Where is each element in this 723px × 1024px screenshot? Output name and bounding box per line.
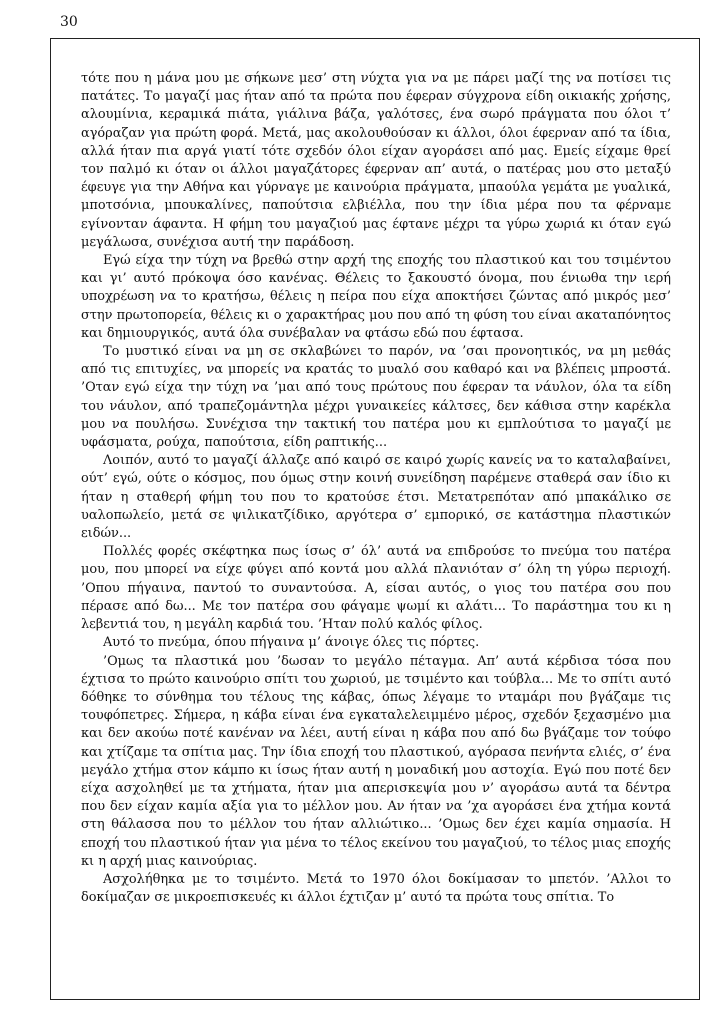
paragraph-6: Αυτό το πνεύμα, όπου πήγαινα μ’ άνοιγε όλες τις πόρτες. xyxy=(103,635,480,651)
paragraph-3: Το μυστικό είναι να μη σε σκλαβώνει το παρόν, να ’σαι προνοητικός, να μη μεθάς από τις επιτυχίες, να μπορείς να κρατάς το μυαλό σου καθαρό και να βλέπεις μπροστά. ’Οταν εγώ είχα την τύχη να ’μαι από τους πρώτους που έφεραν τα νάυλον, όλα τα είδη του νάυλον, από τραπεζομάντηλα μέχρι γυναικείες κάλτσες, δεν κάθισα στην καρέκλα μου να πουλήσω. Συνέχισα την τακτική του πατέρα μου κι εμπλούτισα το μαγαζί με υφάσματα, ρούχα, παπούτσια, είδη ραπτικής... xyxy=(81,344,671,451)
page-number: 30 xyxy=(60,14,78,30)
paragraph-4: Λοιπόν, αυτό το μαγαζί άλλαζε από καιρό σε καιρό χωρίς κανείς να το καταλαβαίνει, ούτ’ εγώ, ούτε ο κόσμος, που όμως στην κοινή συνείδηση παρέμενε σταθερά σαν ίδιο κι ήταν η σταθερή φήμη του που το κρατούσε έτσι. Μετατρεπόταν από μπακάλικο σε υαλοπωλείο, μετά σε ψιλικατζίδικο, αργότερα σ’ εμπορικό, σε κατάστημα πλαστικών ειδών... xyxy=(81,453,671,542)
paragraph-8: Ασχολήθηκα με το τσιμέντο. Μετά το 1970 όλοι δοκίμασαν το μπετόν. ’Αλλοι το δοκίμαζαν σε μικροεπισκευές κι άλλοι έχτιζαν μ’ αυτό τα πρώτα τους σπίτια. Το xyxy=(81,871,671,906)
paragraph-7: ’Ομως τα πλαστικά μου ’δωσαν το μεγάλο πέταγμα. Απ’ αυτά κέρδισα τόσα που έχτισα το πρώτο καινούριο σπίτι του χωριού, με τσιμέντο και τούβλα... Με το σπίτι αυτό δόθηκε το σύνθημα του τέλους της κάβας, όπως λέγαμε το νταμάρι που βγάζαμε τις τουφόπετρες. Σήμερα, η κάβα είναι ένα εγκαταλελειμμένο μέρος, σχεδόν ξεχασμένο μια και δεν ακούω ποτέ κανέναν να λέει, αυτή είναι η κάβα που από δω βγάζαμε τον τούφο και χτίζαμε τα σπίτια μας. Την ίδια εποχή του πλαστικού, αγόρασα πενήντα ελιές, σ’ ένα μεγάλο χτήμα στον κάμπο κι ίσως ήταν αυτή η μοναδική μου αστοχία. Εγώ που ποτέ δεν είχα ασχοληθεί με τα χτήματα, ήταν μια απερισκεψία μου ν’ αγοράσω αυτά τα δέντρα που δεν είχαν καμία αξία για το μέλλον μου. Αν ήταν να ’χα αγοράσει ένα χτήμα κοντά στη θάλασσα που το μέλλον του ήταν αλλιώτικο... ’Ομως δεν έχει καμία σημασία. Η εποχή του πλαστικού ήταν για μένα το τέλος εκείνου του μαγαζιού, το τέλος μιας εποχής κι η αρχή μιας καινούριας. xyxy=(81,653,671,869)
paragraph-2: Εγώ είχα την τύχη να βρεθώ στην αρχή της εποχής του πλαστικού και του τσιμέντου και γι’ αυτό πρόκοψα όσο κανένας. Θέλεις το ξακουστό όνομα, που ένιωθα την ιερή υποχρέωση να το κρατήσω, θέλεις η πείρα που είχα αποκτήσει ζώντας από μικρός μεσ’ στην πρωτοπορεία, θέλεις κι ο χαρακτήρας μου που από τη φύση του είναι ακαταπόνητος και δημιουργικός, αυτά όλα συνέβαλαν να φτάσω εδώ που έφτασα. xyxy=(81,253,671,341)
paragraph-1: τότε που η μάνα μου με σήκωνε μεσ’ στη νύχτα για να με πάρει μαζί της να ποτίσει τις πατάτες. Το μαγαζί μας ήταν από τα πρώτα που έφεραν σύγχρονα είδη οικιακής χρήσης, αλουμίνια, κεραμικά πιάτα, γιάλινα βάζα, γαλότσες, ένα σωρό πράγματα που όλοι τ’ αγόραζαν για πρώτη φορά. Μετά, μας ακολουθούσαν κι άλλοι, όλοι έφερναν από τα ίδια, αλλά ήταν πια αργά γιατί τότε σχεδόν όλοι είχαν αγοράσει από μας. Εμείς είχαμε θρεί τον παλμό κι όταν οι άλλοι μαγαζάτορες έφερναν απ’ αυτά, ο πατέρας μου στο μεταξύ έφευγε για την Αθήνα και γύρναγε με καινούρια πράγματα, μπαούλα γεμάτα με γυαλικά, μποτσόνια, μπουκαλίνες, παπούτσια ελβιέλλα, που την ίδια μέρα που τα φέρναμε εγίνονταν άφαντα. Η φήμη του μαγαζιού μας έφτανε μέχρι τα γύρω χωριά κι όταν εγώ μεγάλωσα, συνέχισα αυτή την παράδοση. xyxy=(81,71,671,250)
body-text xyxy=(81,70,671,907)
paragraph-5: Πολλές φορές σκέφτηκα πως ίσως σ’ όλ’ αυτά να επιδρούσε το πνεύμα του πατέρα μου, που μπορεί να είχε φύγει από κοντά μου αλλά πλανιόταν σ’ όλη τη γύρω περιοχή. ’Οπου πήγαινα, παντού το συναντούσα. Α, είσαι αυτός, ο γιος του πατέρα σου που πέρασε από δω... Με τον πατέρα σου φάγαμε ψωμί κι αλάτι... Το παράστημα του κι η λεβεντιά του, η μεγάλη καρδιά του. ’Ηταν πολύ καλός φίλος. xyxy=(81,544,671,633)
